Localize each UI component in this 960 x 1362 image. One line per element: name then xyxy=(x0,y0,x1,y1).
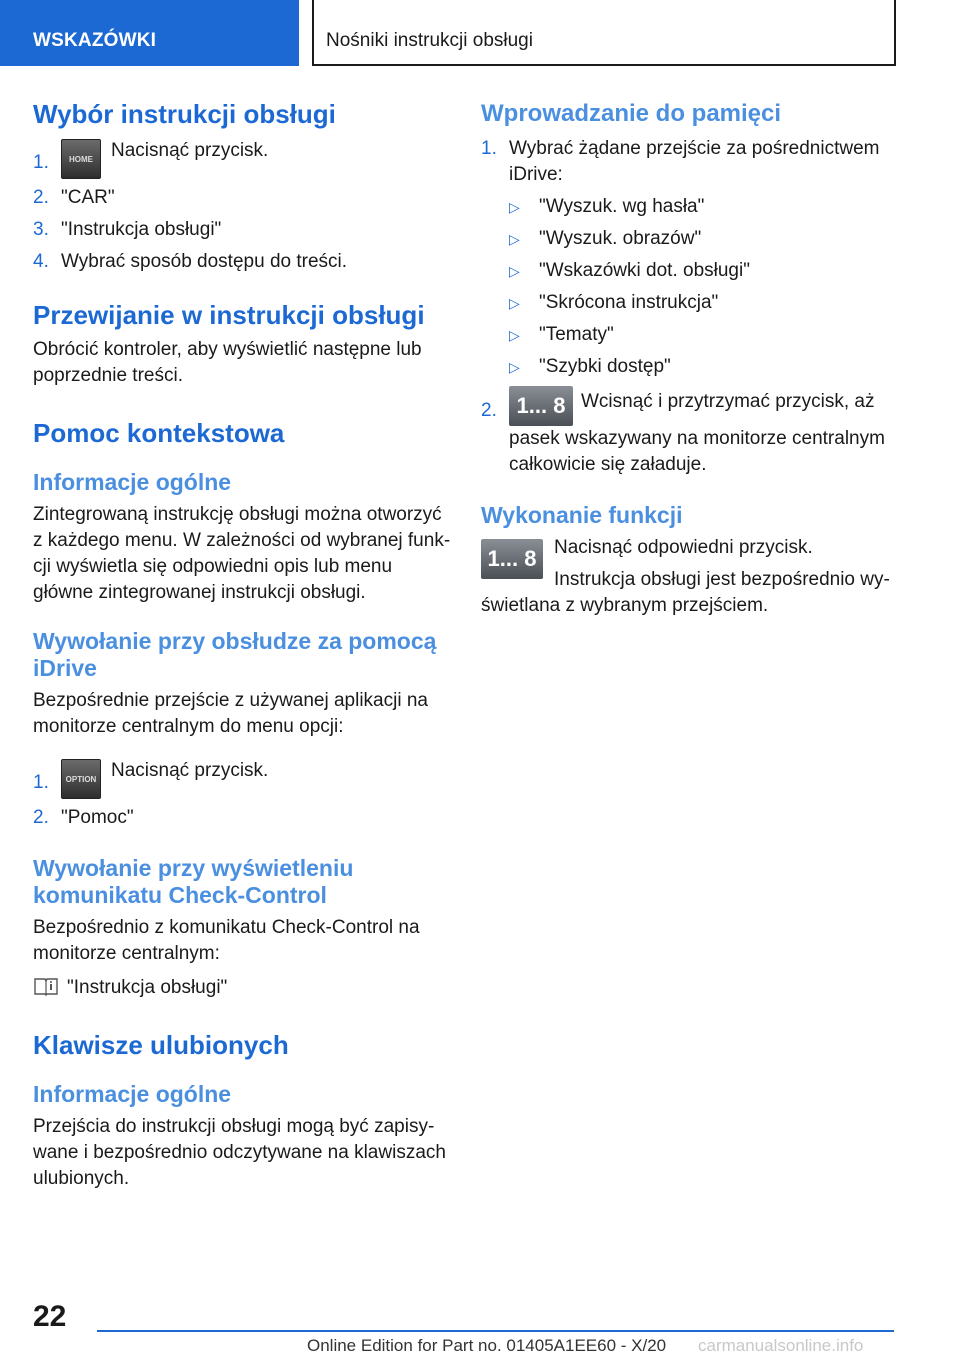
subheading-informacje-2: Informacje ogólne xyxy=(33,1081,232,1107)
triangle-bullet-icon: ▷ xyxy=(509,199,520,215)
subheading-checkcontrol: Wywołanie przy wyświetleniu komunikatu Check-Control xyxy=(33,855,354,908)
step-number: 1. xyxy=(481,138,497,159)
step-text: "Instrukcja obsługi" xyxy=(61,219,222,240)
subheading-informacje: Informacje ogólne xyxy=(33,469,232,495)
sub-item xyxy=(509,226,901,252)
step-text: Wybrać żądane przejście za pośrednictwem iDrive: xyxy=(509,138,880,185)
triangle-bullet-icon: ▷ xyxy=(509,231,520,247)
paragraph-idrive: Bezpośrednie przejście z używanej aplikacji na monitorze centralnym do menu opcji: xyxy=(33,690,428,737)
page-number: 22 xyxy=(33,1300,67,1333)
triangle-bullet-icon: ▷ xyxy=(509,359,520,375)
sub-item xyxy=(509,354,901,380)
book-icon xyxy=(33,976,59,996)
section-tab: WSKAZÓWKI xyxy=(0,0,299,66)
list-item xyxy=(33,217,451,243)
sub-item-text: "Wyszuk. obrazów" xyxy=(539,228,702,249)
steps-idrive xyxy=(33,758,451,831)
option-button-icon: OPTION xyxy=(61,759,101,799)
triangle-bullet-icon: ▷ xyxy=(509,263,520,279)
sub-item xyxy=(509,258,901,284)
step-text: "Pomoc" xyxy=(61,807,134,828)
triangle-bullet-icon: ▷ xyxy=(509,295,520,311)
checkcontrol-item xyxy=(33,975,451,1001)
paragraph-checkcontrol: Bezpośrednio z komunikatu Check-Control na monitorze centralnym: xyxy=(33,917,420,964)
triangle-bullet-icon: ▷ xyxy=(509,327,520,343)
wykonanie-block xyxy=(481,535,901,619)
sub-item-text: "Wskazówki dot. obsługi" xyxy=(539,260,750,281)
step-text: Wcisnąć i przytrzymać przycisk, aż pasek wskazywany na monitorze centralnym całkowicie się załaduje. xyxy=(509,391,885,475)
sub-item xyxy=(509,322,901,348)
paragraph-informacje: Zintegrowaną instrukcję obsługi można otworzyć z każdego menu. W zależności od wybranej funk- cji wyświetla się odpowiedni opis lub menu główne zintegrowanej instrukcji obsługi. xyxy=(33,504,451,603)
wykonanie-text-2-content: Instrukcja obsługi jest bezpośrednio wy- świetlana z wybranym przejściem. xyxy=(481,569,890,616)
paragraph-klawisze: Przejścia do instrukcji obsługi mogą być zapisy- wane i bezpośrednio odczytywane na klawiszach ulubionych. xyxy=(33,1116,446,1189)
steps-wprowadzanie xyxy=(481,136,901,478)
sub-item xyxy=(509,194,901,220)
steps-wybor xyxy=(33,138,451,275)
step-number: 3. xyxy=(33,219,49,240)
heading-przewijanie: Przewijanie w instrukcji obsługi xyxy=(33,300,425,330)
subheading-wprowadzanie: Wprowadzanie do pamięci xyxy=(481,100,782,127)
item-text: "Instrukcja obsługi" xyxy=(67,977,228,998)
favorite-key-icon: 1... 8 xyxy=(481,539,543,579)
sub-item-text: "Tematy" xyxy=(539,324,614,345)
list-item xyxy=(481,386,901,478)
step-number: 2. xyxy=(481,400,497,421)
page-header xyxy=(0,0,960,66)
right-column xyxy=(481,98,901,619)
watermark: carmanualsonline.info xyxy=(698,1336,864,1355)
list-item xyxy=(481,136,901,380)
wykonanie-text-1: Nacisnąć odpowiedni przycisk. xyxy=(554,537,813,558)
wykonanie-text-2 xyxy=(481,567,901,619)
paragraph-przewijanie: Obrócić kontroler, aby wyświetlić następne lub poprzednie treści. xyxy=(33,339,422,386)
list-item xyxy=(33,249,451,275)
heading-klawisze: Klawisze ulubionych xyxy=(33,1030,289,1060)
heading-wybor: Wybór instrukcji obsługi xyxy=(33,99,336,129)
sub-item-text: "Szybki dostęp" xyxy=(539,356,671,377)
step-text: Wybrać sposób dostępu do treści. xyxy=(61,251,348,272)
step-text: "CAR" xyxy=(61,187,115,208)
footer-divider xyxy=(97,1330,894,1332)
step-number: 2. xyxy=(33,807,49,828)
chapter-title: Nośniki instrukcji obsługi xyxy=(312,0,896,66)
sub-list xyxy=(509,194,901,380)
step-number: 4. xyxy=(33,251,49,272)
step-number: 1. xyxy=(33,152,49,173)
heading-pomoc: Pomoc kontekstowa xyxy=(33,418,285,448)
step-number: 2. xyxy=(33,187,49,208)
step-number: 1. xyxy=(33,772,49,793)
sub-item xyxy=(509,290,901,316)
list-item xyxy=(33,185,451,211)
left-column xyxy=(33,98,451,1192)
list-item xyxy=(33,805,451,831)
subheading-wykonanie: Wykonanie funkcji xyxy=(481,502,683,528)
list-item xyxy=(33,758,451,799)
step-text: Nacisnąć przycisk. xyxy=(111,760,269,781)
home-button-icon: HOME xyxy=(61,139,101,179)
list-item xyxy=(33,138,451,179)
edition-text: Online Edition for Part no. 01405A1EE60 - X/20 xyxy=(307,1336,667,1355)
sub-item-text: "Wyszuk. wg hasła" xyxy=(539,196,705,217)
subheading-idrive: Wywołanie przy obsłudze za pomocą iDrive xyxy=(33,628,437,681)
favorite-key-icon: 1... 8 xyxy=(509,386,573,426)
sub-item-text: "Skrócona instrukcja" xyxy=(539,292,719,313)
step-text: Nacisnąć przycisk. xyxy=(111,140,269,161)
